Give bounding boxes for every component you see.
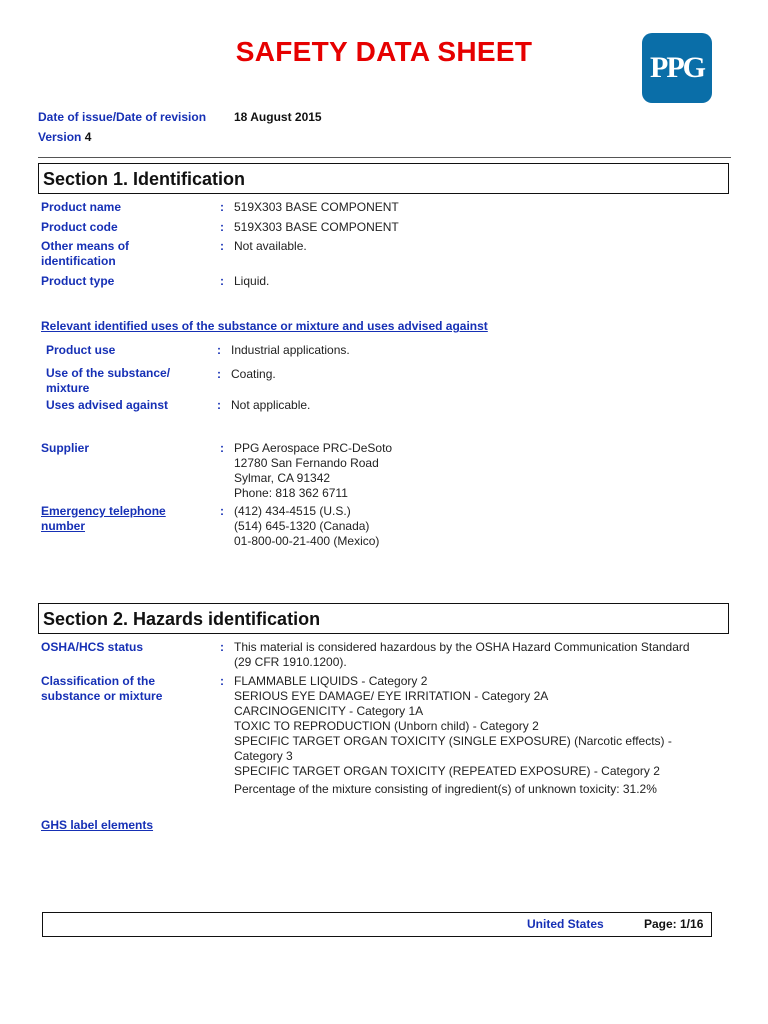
product-code-value: 519X303 BASE COMPONENT	[234, 220, 399, 234]
version-label: Version	[38, 130, 82, 144]
footer-country: United States	[527, 917, 604, 931]
product-use-label: Product use	[46, 343, 116, 357]
osha-line: This material is considered hazardous by the OSHA Hazard Communication Standard	[234, 640, 690, 654]
colon: :	[220, 274, 224, 288]
version-value: 4	[84, 130, 92, 144]
classification-label-line-2: substance or mixture	[41, 689, 163, 703]
version-row	[38, 130, 91, 144]
classification-item: SPECIFIC TARGET ORGAN TOXICITY (REPEATED EXPOSURE) - Category 2	[234, 764, 660, 778]
supplier-line: 12780 San Fernando Road	[234, 456, 379, 470]
other-means-label	[41, 239, 129, 269]
uses-advised-against-value: Not applicable.	[231, 398, 311, 412]
product-name-label: Product name	[41, 200, 122, 214]
classification-list	[234, 674, 672, 779]
date-of-issue-label: Date of issue/Date of revision	[38, 110, 207, 124]
use-of-substance-label-line-1: Use of the substance/	[46, 366, 171, 380]
document-title: SAFETY DATA SHEET	[235, 36, 533, 67]
osha-line: (29 CFR 1910.1200).	[234, 655, 347, 669]
date-of-issue-value: 18 August 2015	[234, 110, 322, 124]
use-of-substance-label-line-2: mixture	[46, 381, 90, 395]
colon: :	[220, 441, 224, 455]
product-type-label: Product type	[41, 274, 115, 288]
colon: :	[217, 367, 221, 381]
other-means-label-line-2: identification	[41, 254, 116, 268]
classification-item: FLAMMABLE LIQUIDS - Category 2	[234, 674, 428, 688]
osha-status-value	[234, 640, 690, 670]
section-1-header	[38, 163, 729, 194]
emergency-label-line-1: Emergency telephone	[41, 504, 166, 518]
emergency-line: 01-800-00-21-400 (Mexico)	[234, 534, 380, 548]
emergency-numbers	[234, 504, 379, 549]
supplier-label: Supplier	[41, 441, 90, 455]
ghs-label-elements-link[interactable]: GHS label elements	[41, 818, 154, 832]
uses-advised-against-label: Uses advised against	[46, 398, 169, 412]
classification-item: SPECIFIC TARGET ORGAN TOXICITY (SINGLE EXPOSURE) (Narcotic effects) -	[234, 734, 672, 748]
classification-label	[41, 674, 162, 704]
classification-label-line-1: Classification of the	[41, 674, 156, 688]
supplier-line: Phone: 818 362 6711	[234, 486, 348, 500]
osha-status-label: OSHA/HCS status	[41, 640, 144, 654]
product-use-value: Industrial applications.	[231, 343, 350, 357]
classification-item: TOXIC TO REPRODUCTION (Unborn child) - Category 2	[234, 719, 539, 733]
use-of-substance-label	[46, 366, 170, 396]
colon: :	[217, 398, 221, 412]
classification-item: Category 3	[234, 749, 293, 763]
classification-item: CARCINOGENICITY - Category 1A	[234, 704, 424, 718]
supplier-line: Sylmar, CA 91342	[234, 471, 331, 485]
section-2-title: Section 2. Hazards identification	[43, 609, 321, 629]
emergency-line: (514) 645-1320 (Canada)	[234, 519, 370, 533]
product-code-label: Product code	[41, 220, 118, 234]
page-footer	[42, 912, 712, 937]
other-means-value: Not available.	[234, 239, 307, 253]
relevant-uses-link[interactable]: Relevant identified uses of the substance or mixture and uses advised against	[41, 319, 488, 333]
section-2-header	[38, 603, 729, 634]
colon: :	[220, 220, 224, 234]
other-means-label-line-1: Other means of	[41, 239, 130, 253]
colon: :	[220, 239, 224, 253]
emergency-line: (412) 434-4515 (U.S.)	[234, 504, 351, 518]
use-of-substance-value: Coating.	[231, 367, 276, 381]
emergency-label-line-2: number	[41, 519, 86, 533]
product-name-value: 519X303 BASE COMPONENT	[234, 200, 399, 214]
colon: :	[220, 640, 224, 654]
footer-page-number: Page: 1/16	[644, 917, 704, 931]
ppg-logo: PPG	[642, 33, 712, 103]
supplier-address	[234, 441, 392, 501]
section-1-title: Section 1. Identification	[43, 169, 246, 189]
colon: :	[220, 504, 224, 518]
colon: :	[220, 200, 224, 214]
classification-item: SERIOUS EYE DAMAGE/ EYE IRRITATION - Category 2A	[234, 689, 549, 703]
header-divider	[38, 157, 731, 158]
unknown-toxicity-percentage: Percentage of the mixture consisting of ingredient(s) of unknown toxicity: 31.2%	[234, 782, 657, 796]
emergency-telephone-link[interactable]	[41, 504, 166, 534]
colon: :	[220, 674, 224, 688]
product-type-value: Liquid.	[234, 274, 270, 288]
colon: :	[217, 343, 221, 357]
supplier-line: PPG Aerospace PRC-DeSoto	[234, 441, 393, 455]
